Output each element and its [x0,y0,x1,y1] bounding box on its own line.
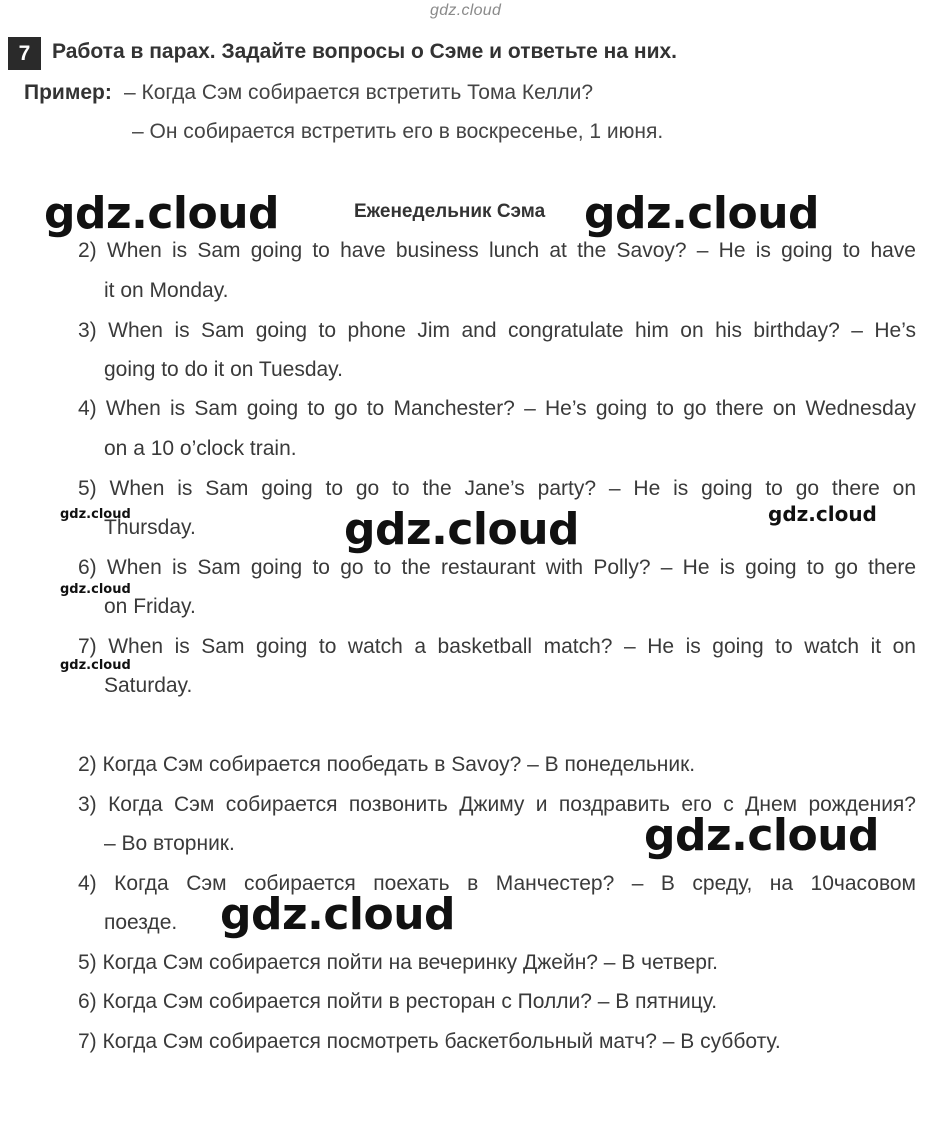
watermark-medium: gdz.cloud [768,502,877,526]
watermark-large: gdz.cloud [584,188,820,239]
english-answer-7-line2: Saturday. [104,674,193,697]
watermark-large: gdz.cloud [344,504,580,555]
english-answer-5-line1: 5) When is Sam going to go to the Jane’s party? – He is going to go there on [78,477,916,500]
english-answer-3-line2: going to do it on Tuesday. [104,358,343,381]
diary-subheading: Еженедельник Сэма [354,201,546,222]
example-question: – Когда Сэм собирается встретить Тома Келли? [124,81,594,104]
russian-answer-6: 6) Когда Сэм собирается пойти в ресторан с Полли? – В пятницу. [78,990,718,1013]
russian-answer-4-line2: поезде. [104,911,178,934]
russian-answer-7: 7) Когда Сэм собирается посмотреть баскетбольный матч? – В субботу. [78,1030,781,1053]
english-answer-5-line2: Thursday. [104,516,196,539]
russian-answer-5: 5) Когда Сэм собирается пойти на вечеринку Джейн? – В четверг. [78,951,718,974]
watermark-small: gdz.cloud [60,582,131,597]
watermark-large: gdz.cloud [44,188,280,239]
russian-answer-2: 2) Когда Сэм собирается пообедать в Savoy? – В понедельник. [78,753,696,776]
russian-answer-4-line1: 4) Когда Сэм собирается поехать в Манчестер? – В среду, на 10часовом [78,872,916,895]
english-answer-7-line1: 7) When is Sam going to watch a basketball match? – He is going to watch it on [78,635,916,658]
watermark-large: gdz.cloud [220,889,456,940]
watermark-small: gdz.cloud [60,507,131,522]
top-watermark: gdz.cloud [430,2,502,19]
english-answer-3-line1: 3) When is Sam going to phone Jim and congratulate him on his birthday? – He’s [78,319,916,342]
russian-answer-3-line1: 3) Когда Сэм собирается позвонить Джиму и поздравить его с Днем рождения? [78,793,916,816]
english-answer-2-line2: it on Monday. [104,279,229,302]
english-answer-4-line1: 4) When is Sam going to go to Manchester? – He’s going to go there on Wednesday [78,397,916,420]
watermark-small: gdz.cloud [60,658,131,673]
russian-answer-3-line2: – Во вторник. [104,832,235,855]
exercise-number-badge: 7 [8,37,41,70]
english-answer-4-line2: on a 10 o’clock train. [104,437,297,460]
example-answer: – Он собирается встретить его в воскресенье, 1 июня. [132,120,664,143]
english-answer-6-line1: 6) When is Sam going to go to the restaurant with Polly? – He is going to go there [78,556,916,579]
english-answer-6-line2: on Friday. [104,595,196,618]
example-label: Пример: [24,81,112,104]
exercise-title: Работа в парах. Задайте вопросы о Сэме и ответьте на них. [52,40,677,63]
watermark-large: gdz.cloud [644,810,880,861]
english-answer-2-line1: 2) When is Sam going to have business lunch at the Savoy? – He is going to have [78,239,916,262]
